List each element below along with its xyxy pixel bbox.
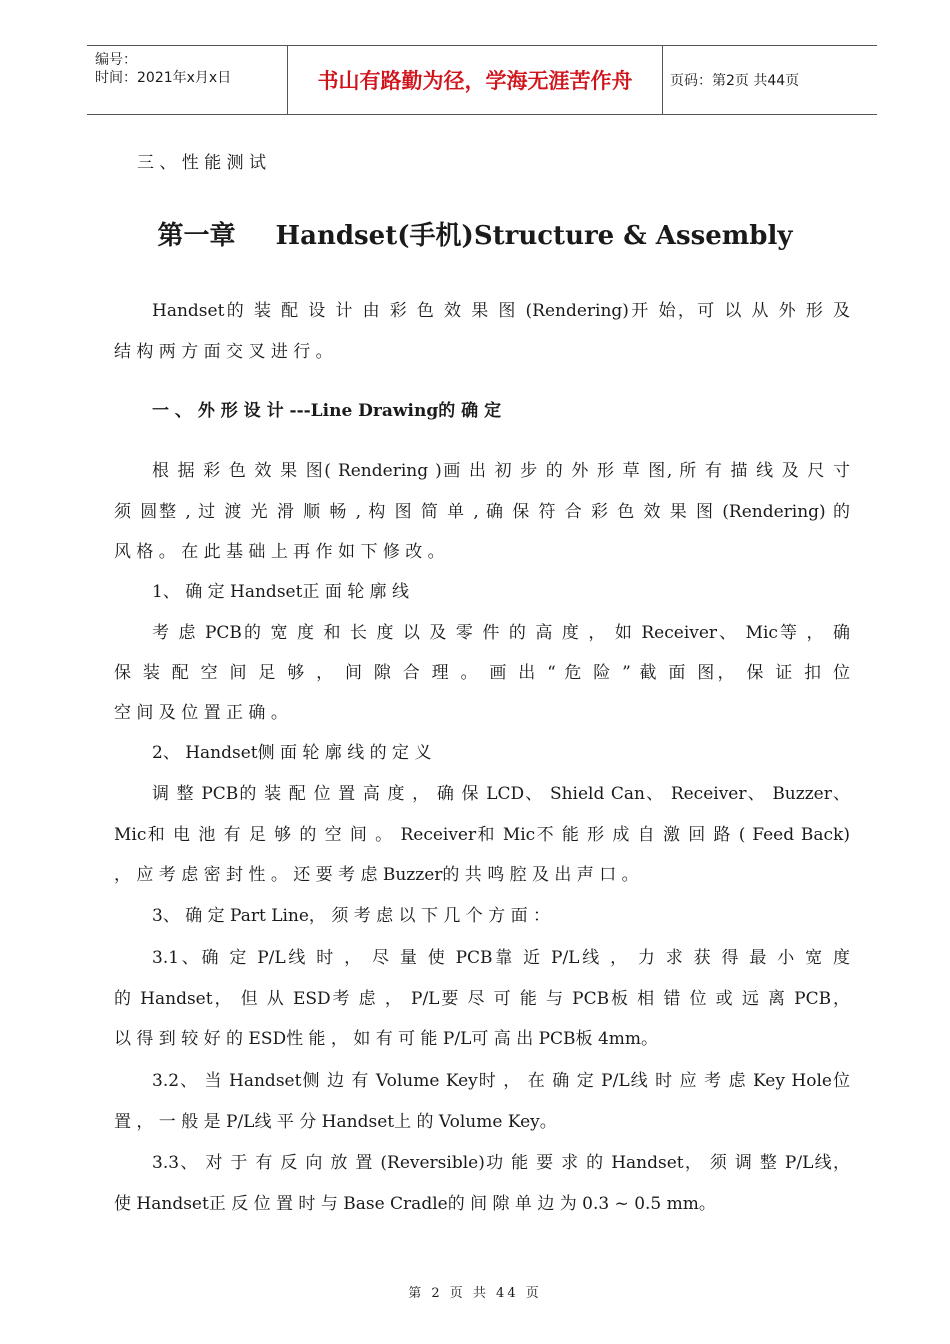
paragraph-2-line-1: 根 据 彩 色 效 果 图( Rendering )画 出 初 步 的 外 形 草 图, 所 有 描 线 及 尺 寸: [152, 461, 850, 481]
section-1-heading: 一 、 外 形 设 计 ---Line Drawing的 确 定: [152, 401, 502, 421]
paragraph-4-line-3: ， 应 考 虑 密 封 性 。 还 要 考 虑 Buzzer的 共 鸣 腔 及 出 声 口 。: [114, 865, 639, 885]
paragraph-6-line-2: 置 ， 一 般 是 P/L线 平 分 Handset上 的 Volume Key。: [114, 1112, 557, 1132]
paragraph-7-line-1: 3.3、 对 于 有 反 向 放 置 (Reversible)功 能 要 求 的 Handset， 须 调 整 P/L线，: [152, 1153, 850, 1173]
paragraph-2-line-2: 须 圆整 , 过 渡 光 滑 顺 畅 , 构 图 简 单 , 确 保 符 合 彩 色 效 果 图 (Rendering) 的: [114, 502, 850, 522]
page-header: [87, 45, 877, 115]
item-1: 1、 确 定 Handset正 面 轮 廓 线: [152, 582, 410, 602]
header-left-cell: [87, 46, 287, 114]
chapter-heading: Handset(手机)Structure & Assembly: [275, 221, 793, 251]
paragraph-4-line-1: 调 整 PCB的 装 配 位 置 高 度 ， 确 保 LCD、 Shield Can、 Receiver、 Buzzer、: [152, 784, 850, 804]
header-page-info: 页码：第2页 共44页: [670, 73, 800, 89]
paragraph-2-line-3: 风 格 。 在 此 基 础 上 再 作 如 下 修 改 。: [114, 542, 445, 562]
paragraph-6-line-1: 3.2、 当 Handset侧 边 有 Volume Key时 ， 在 确 定 P/L线 时 应 考 虑 Key Hole位: [152, 1071, 850, 1091]
paragraph-1-line-2: 结 构 两 方 面 交 叉 进 行 。: [114, 342, 333, 362]
chapter-label: 第一章: [157, 221, 236, 251]
paragraph-3-line-2: 保 装 配 空 间 足 够 ， 间 隙 合 理 。 画 出 “ 危 险 ” 截 面 图， 保 证 扣 位: [114, 663, 850, 683]
paragraph-5-line-2: 的 Handset， 但 从 ESD考 虑 ， P/L要 尽 可 能 与 PCB板 相 错 位 或 远 离 PCB，: [114, 989, 850, 1009]
paragraph-4-line-2: Mic和 电 池 有 足 够 的 空 间 。 Receiver和 Mic不 能 形 成 自 激 回 路 ( Feed Back): [114, 825, 850, 845]
paragraph-5-line-1: 3.1、确 定 P/L线 时 ， 尽 量 使 PCB靠 近 P/L线 ， 力 求 获 得 最 小 宽 度: [152, 948, 850, 968]
toc-line: 三 、 性 能 测 试: [137, 153, 267, 173]
serial-label: 编号：: [95, 52, 137, 68]
paragraph-3-line-1: 考 虑 PCB的 宽 度 和 长 度 以 及 零 件 的 高 度 ， 如 Receiver、 Mic等 ， 确: [152, 623, 850, 643]
paragraph-7-line-2: 使 Handset正 反 位 置 时 与 Base Cradle的 间 隙 单 边 为 0.3 ~ 0.5 mm。: [114, 1194, 716, 1214]
item-2: 2、 Handset侧 面 轮 廓 线 的 定 义: [152, 743, 432, 763]
time-label: 时间：2021年x月x日: [95, 70, 232, 86]
item-3: 3、 确 定 Part Line， 须 考 虑 以 下 几 个 方 面 ：: [152, 906, 550, 926]
paragraph-5-line-3: 以 得 到 较 好 的 ESD性 能 ， 如 有 可 能 P/L可 高 出 PCB板 4mm。: [114, 1029, 658, 1049]
chapter-title: [0, 215, 950, 252]
paragraph-1-line-1: Handset的 装 配 设 计 由 彩 色 效 果 图 (Rendering)开 始，可 以 从 外 形 及: [152, 301, 850, 321]
paragraph-3-line-3: 空 间 及 位 置 正 确 。: [114, 703, 288, 723]
page-footer: 第 2 页 共 44 页: [408, 1286, 542, 1301]
header-motto: 书山有路勤为径，学海无涯苦作舟: [287, 46, 663, 114]
